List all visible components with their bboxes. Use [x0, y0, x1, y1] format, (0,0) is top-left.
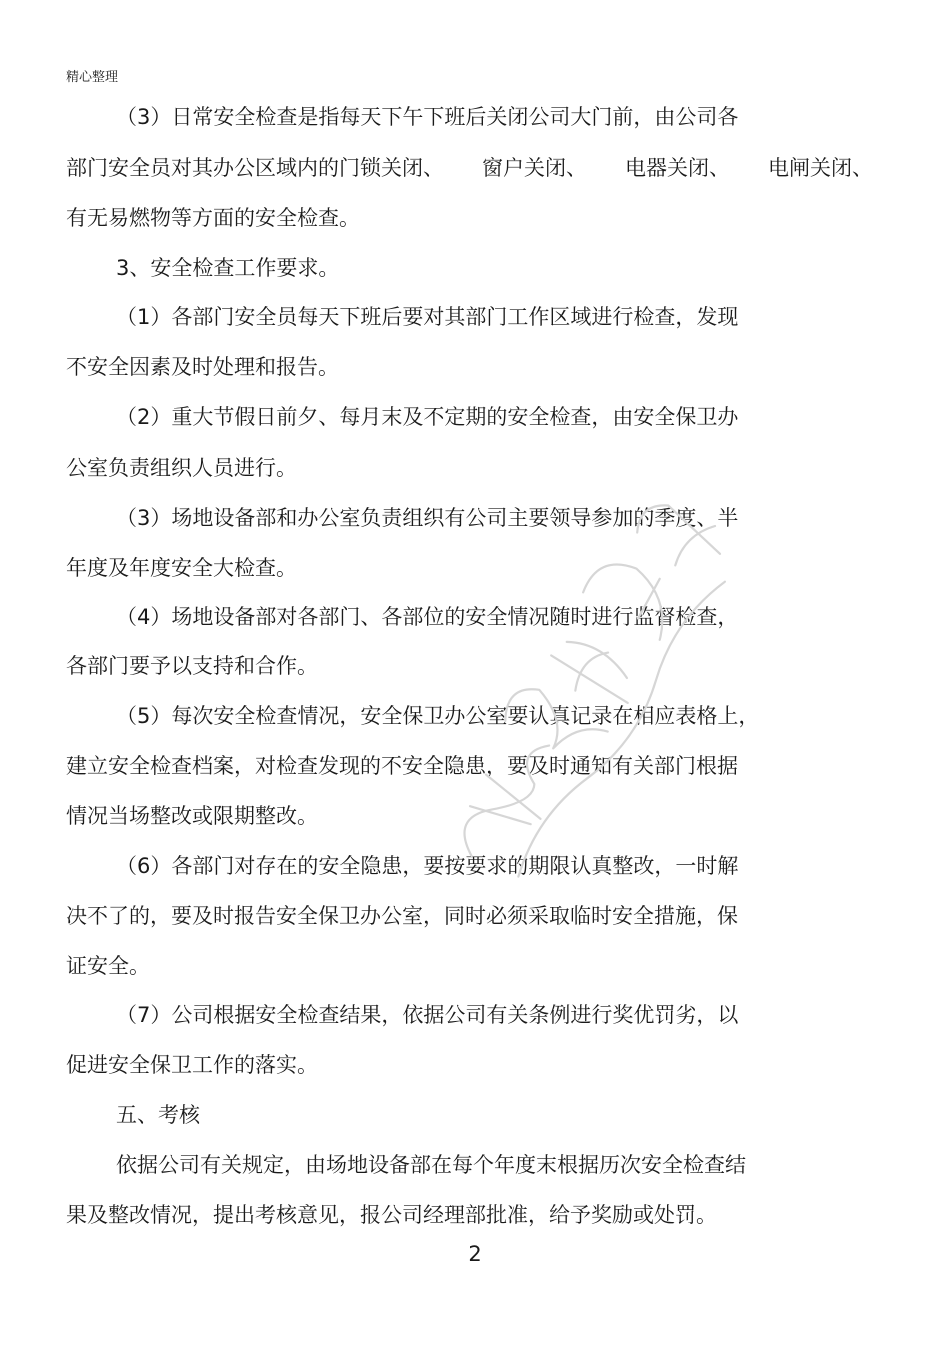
spread-segment: 窗户关闭、 [482, 156, 587, 180]
paragraph-line: 公室负责组织人员进行。 [66, 456, 297, 480]
paragraph-line: 各部门要予以支持和合作。 [66, 654, 318, 678]
paragraph-line: 情况当场整改或限期整改。 [66, 804, 318, 828]
paragraph-line: （4）场地设备部对各部门、各部位的安全情况随时进行监督检查， [116, 605, 739, 629]
paragraph-line: （3）场地设备部和办公室负责组织有公司主要领导参加的季度、半 [116, 506, 739, 530]
paragraph-line-spread [66, 154, 873, 182]
section-heading: 五、考核 [116, 1103, 200, 1127]
paragraph-line: 促进安全保卫工作的落实。 [66, 1053, 318, 1077]
paragraph-line: （1）各部门安全员每天下班后要对其部门工作区域进行检查，发现 [116, 305, 739, 329]
paragraph-line: 决不了的，要及时报告安全保卫办公室，同时必须采取临时安全措施，保 [66, 904, 738, 928]
paragraph-line: 依据公司有关规定，由场地设备部在每个年度末根据历次安全检查结 [116, 1153, 746, 1177]
paragraph-line: 果及整改情况，提出考核意见，报公司经理部批准，给予奖励或处罚。 [66, 1203, 717, 1227]
paragraph-line: 建立安全检查档案，对检查发现的不安全隐患，要及时通知有关部门根据 [66, 754, 738, 778]
spread-segment: 电器关闭、 [625, 156, 730, 180]
paragraph-line: （6）各部门对存在的安全隐患，要按要求的期限认真整改，一时解 [116, 854, 739, 878]
spread-segment: 部门安全员对其办公区域内的门锁关闭、 [66, 156, 444, 180]
page-number: 2 [468, 1242, 482, 1266]
paragraph-line: （3）日常安全检查是指每天下午下班后关闭公司大门前，由公司各 [116, 105, 739, 129]
spread-segment: 电闸关闭、 [768, 156, 873, 180]
page-header: 精心整理 [66, 70, 119, 85]
watermark-image [360, 380, 830, 980]
paragraph-line: 有无易燃物等方面的安全检查。 [66, 206, 360, 230]
paragraph-line: 不安全因素及时处理和报告。 [66, 355, 339, 379]
paragraph-line: 证安全。 [66, 954, 150, 978]
paragraph-line: （2）重大节假日前夕、每月末及不定期的安全检查，由安全保卫办 [116, 405, 739, 429]
paragraph-line: （5）每次安全检查情况，安全保卫办公室要认真记录在相应表格上， [116, 704, 760, 728]
paragraph-line: 年度及年度安全大检查。 [66, 556, 297, 580]
section-heading: 3、安全检查工作要求。 [116, 256, 340, 280]
paragraph-line: （7）公司根据安全检查结果，依据公司有关条例进行奖优罚劣，以 [116, 1003, 739, 1027]
